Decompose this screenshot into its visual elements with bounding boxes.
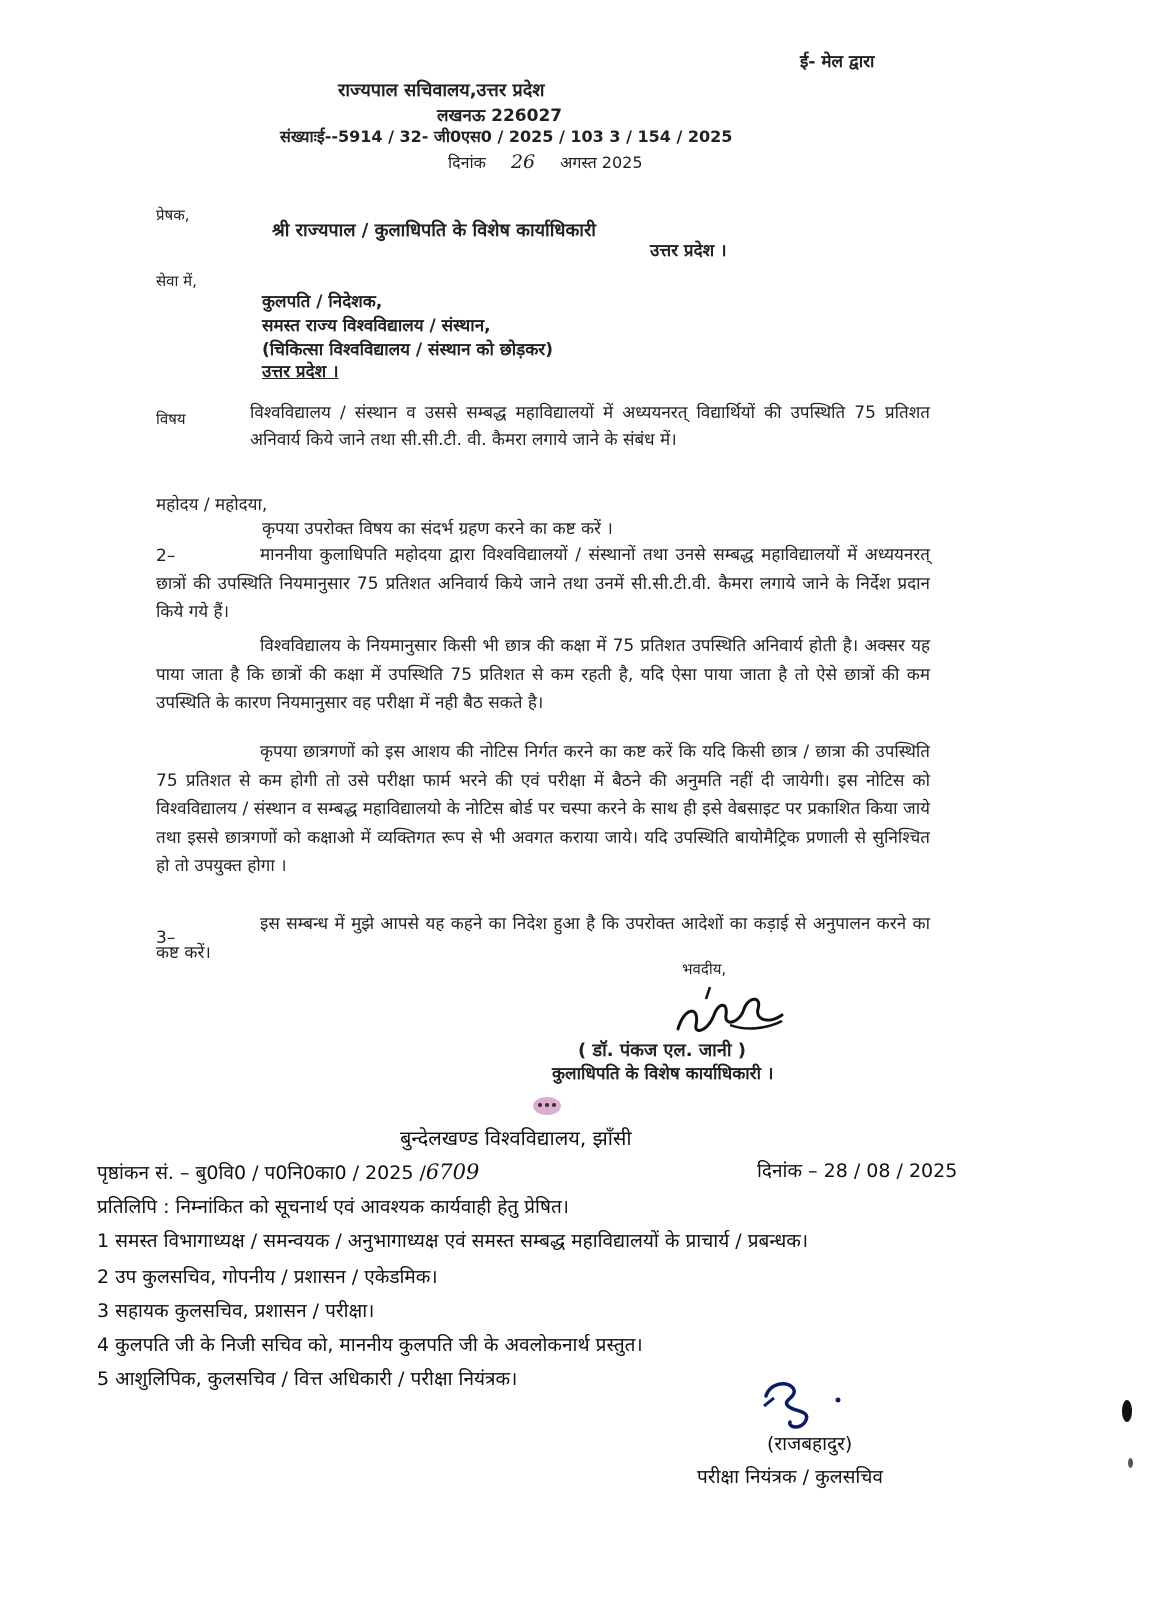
signature-controller (760, 1376, 850, 1436)
copy-item-1: 1 समस्त विभागाध्यक्ष / समन्वयक / अनुभागाध्यक्ष एवं समस्त सम्बद्ध महाविद्यालयों के प्राचार्य / प्रबन्धक। (97, 1230, 809, 1252)
endorsement-ref-number: 6709 (425, 1160, 480, 1184)
body-para-3-text: विश्वविद्यालय के नियमानुसार किसी भी छात्र की कक्षा में 75 प्रतिशत उपस्थिति अनिवार्य होती है। अक्सर यह पाया जाता है कि छात्रों की कक्षा में उपस्थिति 75 प्रतिशत से कम रहती है, यदि ऐसा पाया जाता है तो ऐसे छात्रों की कम उपस्थिति के कारण नियमानुसार वह परीक्षा में नही बैठ सकते है। (156, 636, 930, 714)
body-para-2-text: माननीया कुलाधिपति महोदया द्वारा विश्वविद्यालयों / संस्थानों तथा उनसे सम्बद्ध महाविद्यालयों में अध्ययनरत् छात्रों की उपस्थिति नियमानुसार 75 प्रतिशत अनिवार्य किये जाने तथा उनमें सी.सी.टी.वी. कैमरा लगाये जाने के निर्देश प्रदान किये गये हैं। (156, 545, 930, 623)
seal-icon (530, 1094, 564, 1118)
body-para-3 (156, 632, 930, 718)
scan-speck (1128, 1458, 1133, 1468)
subject-text: विश्वविद्यालय / संस्थान व उससे सम्बद्ध महाविद्यालयों में अध्ययनरत् विद्यार्थियों की उपस्थिति 75 प्रतिशत अनिवार्य किये जाने तथा सी.सी.टी. वी. कैमरा लगाये जाने के संबंध में। (250, 403, 930, 450)
controller-designation: परीक्षा नियंत्रक / कुलसचिव (697, 1466, 883, 1488)
office-name: राज्यपाल सचिवालय,उत्तर प्रदेश (338, 80, 545, 101)
body-para-1: कृपया उपरोक्त विषय का संदर्भ ग्रहण करने का कष्ट करें । (262, 519, 613, 539)
yours-faithfully: भवदीय, (682, 960, 727, 978)
office-city: लखनऊ 226027 (437, 106, 563, 126)
copy-item-4: 4 कुलपति जी के निजी सचिव को, माननीय कुलपति जी के अवलोकनार्थ प्रस्तुत। (97, 1334, 643, 1356)
officer-name: ( डॉ. पंकज एल. जानी ) (578, 1040, 746, 1061)
date-label: दिनांक (448, 153, 486, 172)
copy-to-line: प्रतिलिपि : निम्नांकित को सूचनार्थ एवं आवश्यक कार्यवाही हेतु प्रेषित। (97, 1196, 569, 1218)
endorsement-date: दिनांक – 28 / 08 / 2025 (757, 1160, 958, 1182)
officer-designation: कुलाधिपति के विशेष कार्याधिकारी । (552, 1064, 774, 1084)
recipient-line3: (चिकित्सा विश्वविद्यालय / संस्थान को छोड़कर) (262, 340, 553, 360)
university-name: बुन्देलखण्ड विश्वविद्यालय, झाँसी (400, 1126, 632, 1150)
email-mark: ई- मेल द्वारा (800, 52, 875, 72)
sender-label: प्रेषक, (156, 206, 190, 224)
recipient-line4: उत्तर प्रदेश । (262, 362, 339, 382)
copy-item-5: 5 आशुलिपिक, कुलसचिव / वित्त अधिकारी / परीक्षा नियंत्रक। (97, 1368, 518, 1390)
body-para-4-text: कृपया छात्रगणों को इस आशय की नोटिस निर्गत करने का कष्ट करें कि यदि किसी छात्र / छात्रा की उपस्थिति 75 प्रतिशत से कम होगी तो उसे परीक्षा फार्म भरने की एवं परीक्षा में बैठने की अनुमति नहीं दी जायेगी। इस नोटिस को विश्वविद्यालय / संस्थान व सम्बद्ध महाविद्यालयो के नोटिस बोर्ड पर चस्पा करने के साथ ही इसे वेबसाइट पर प्रकाशित किया जाये तथा इससे छात्रगणों को कक्षाओ में व्यक्तिगत रूप से भी अवगत कराया जाये। यदि उपस्थिति बायोमैट्रिक प्रणाली से सुनिश्चित हो तो उपयुक्त होगा । (156, 742, 930, 877)
letter-date (448, 151, 643, 174)
body-para-2-number: 2– (156, 546, 176, 566)
controller-name: (राजबहादुर) (767, 1433, 853, 1455)
endorsement-reference (97, 1160, 479, 1185)
recipient-line1: कुलपति / निदेशक, (262, 292, 383, 312)
sender-line2: उत्तर प्रदेश । (650, 241, 727, 261)
body-para-5-text: इस सम्बन्ध में मुझे आपसे यह कहने का निदेश हुआ है कि उपरोक्त आदेशों का कड़ाई से अनुपालन करने का कष्ट करें। (156, 914, 930, 963)
subject-label: विषय (156, 410, 186, 428)
recipient-line2: समस्त राज्य विश्वविद्यालय / संस्थान, (262, 316, 491, 336)
body-para-2 (156, 541, 930, 627)
copy-item-3: 3 सहायक कुलसचिव, प्रशासन / परीक्षा। (97, 1300, 375, 1322)
signature-officer (670, 985, 790, 1045)
punch-hole-mark (1122, 1400, 1132, 1422)
body-para-5 (156, 910, 930, 967)
salutation: महोदय / महोदया, (156, 495, 268, 515)
letter-reference: संख्याःई--5914 / 32- जी0एस0 / 2025 / 103 3 / 154 / 2025 (280, 127, 733, 146)
recipient-label: सेवा में, (156, 272, 197, 290)
date-month-year: अगस्त 2025 (560, 153, 643, 172)
copy-item-2: 2 उप कुलसचिव, गोपनीय / प्रशासन / एकेडमिक। (97, 1266, 438, 1288)
date-day-handwritten: 26 (510, 151, 536, 173)
body-para-4 (156, 738, 930, 881)
body-para-5-number: 3– (156, 928, 176, 948)
endorsement-ref-label: पृष्ठांकन सं. – बु0वि0 / प0नि0का0 / 2025 / (97, 1162, 426, 1184)
sender-line1: श्री राज्यपाल / कुलाधिपति के विशेष कार्याधिकारी (272, 220, 596, 241)
